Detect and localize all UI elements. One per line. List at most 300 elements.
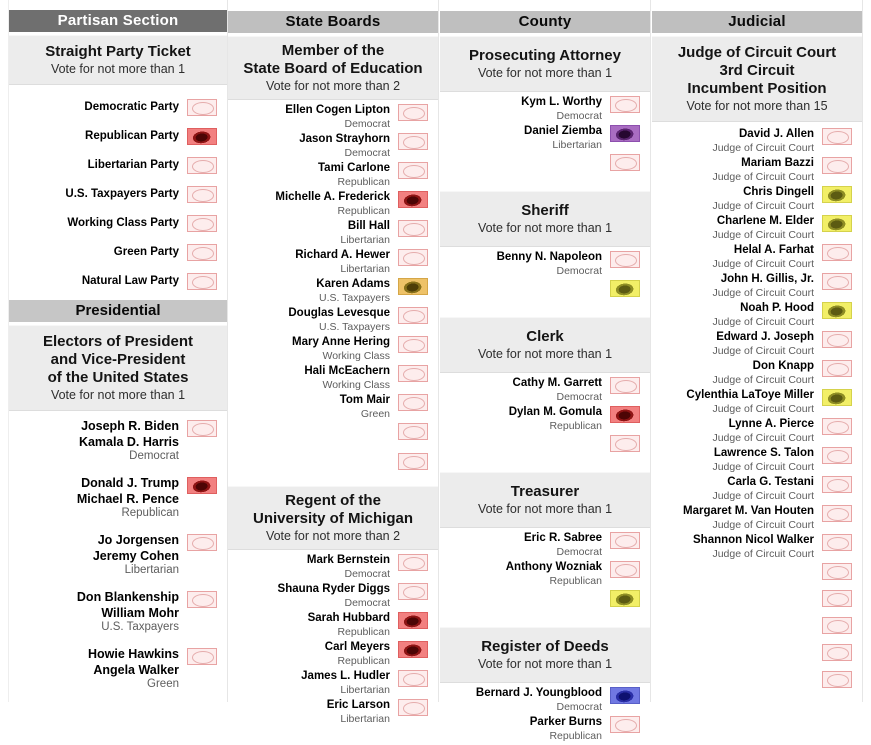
ballot-oval-marked[interactable] bbox=[610, 406, 640, 423]
write-in-row bbox=[228, 423, 438, 453]
vote-mark-blob bbox=[613, 406, 638, 424]
candidate-name: Helal A. Farhat bbox=[733, 244, 814, 256]
ballot-oval[interactable] bbox=[398, 336, 428, 353]
ballot-oval[interactable] bbox=[822, 644, 852, 661]
candidate-row bbox=[228, 365, 438, 394]
ballot-oval[interactable] bbox=[822, 590, 852, 607]
contest-title: of the United States bbox=[47, 369, 189, 386]
oval-outline bbox=[403, 136, 425, 149]
ballot-oval[interactable] bbox=[398, 307, 428, 324]
candidate-names bbox=[712, 447, 814, 473]
oval-outline bbox=[827, 647, 849, 660]
candidate-names bbox=[304, 365, 390, 391]
column-judicial bbox=[652, 0, 863, 702]
candidate-party: Working Class bbox=[322, 349, 390, 362]
candidate-row bbox=[652, 157, 862, 186]
candidate-party: Democrat bbox=[556, 700, 602, 713]
contest-instruction: Vote for not more than 1 bbox=[477, 66, 613, 80]
candidate-name: Shauna Ryder Diggs bbox=[277, 583, 390, 595]
candidate-row bbox=[652, 331, 862, 360]
candidate-names bbox=[318, 162, 390, 188]
candidate-row bbox=[652, 476, 862, 505]
candidate-row bbox=[228, 133, 438, 162]
ballot-oval-marked[interactable] bbox=[822, 186, 852, 203]
ballot-oval[interactable] bbox=[822, 360, 852, 377]
candidate-party: Judge of Circuit Court bbox=[712, 460, 814, 473]
candidate-list bbox=[440, 247, 650, 314]
candidate-name: Edward J. Joseph bbox=[716, 331, 814, 343]
ballot-oval[interactable] bbox=[822, 476, 852, 493]
contest-title: 3rd Circuit bbox=[719, 62, 795, 79]
column-partisan-section bbox=[8, 0, 228, 702]
oval-outline bbox=[615, 564, 637, 577]
candidate-row bbox=[652, 447, 862, 476]
candidate-row bbox=[9, 590, 227, 634]
vote-mark-blob bbox=[613, 590, 638, 608]
candidate-name: Bill Hall bbox=[347, 220, 390, 232]
candidate-row bbox=[9, 647, 227, 691]
ballot-oval-marked[interactable] bbox=[610, 280, 640, 297]
ballot-oval-marked[interactable] bbox=[610, 125, 640, 142]
candidate-name: Shannon Nicol Walker bbox=[693, 534, 814, 546]
oval-outline bbox=[403, 252, 425, 265]
contest-title: Prosecuting Attorney bbox=[469, 47, 621, 64]
oval-outline bbox=[192, 651, 214, 664]
contest-instruction: Vote for not more than 1 bbox=[50, 388, 186, 402]
candidate-row bbox=[228, 307, 438, 336]
candidate-party: Judge of Circuit Court bbox=[712, 489, 814, 502]
column-state-boards bbox=[228, 0, 439, 725]
ballot-oval[interactable] bbox=[398, 583, 428, 600]
candidate-party: Green bbox=[147, 678, 179, 690]
ballot-oval[interactable] bbox=[610, 96, 640, 113]
candidate-name: Charlene M. Elder bbox=[716, 215, 814, 227]
ballot-oval[interactable] bbox=[610, 251, 640, 268]
write-in-row bbox=[652, 671, 862, 698]
oval-outline bbox=[827, 593, 849, 606]
oval-outline bbox=[403, 557, 425, 570]
candidate-row bbox=[228, 191, 438, 220]
ballot-oval-marked[interactable] bbox=[822, 215, 852, 232]
oval-outline bbox=[615, 380, 637, 393]
ballot-oval[interactable] bbox=[187, 186, 217, 203]
candidate-party: Democrat bbox=[344, 567, 390, 580]
candidate-name: U.S. Taxpayers Party bbox=[65, 187, 179, 200]
contest-title: Regent of the bbox=[285, 492, 381, 509]
candidate-names bbox=[84, 101, 179, 115]
candidate-row bbox=[652, 505, 862, 534]
candidate-name: Working Class Party bbox=[67, 216, 179, 229]
oval-outline bbox=[192, 423, 214, 436]
write-in-row bbox=[440, 435, 650, 469]
candidate-names bbox=[497, 251, 602, 277]
candidate-row bbox=[228, 278, 438, 307]
ballot-oval[interactable] bbox=[398, 162, 428, 179]
candidate-row bbox=[228, 336, 438, 365]
candidate-names bbox=[114, 246, 179, 260]
oval-outline bbox=[403, 339, 425, 352]
ballot-oval[interactable] bbox=[822, 534, 852, 551]
ballot-oval[interactable] bbox=[187, 648, 217, 665]
candidate-party: Judge of Circuit Court bbox=[712, 402, 814, 415]
oval-outline bbox=[827, 508, 849, 521]
candidate-row bbox=[228, 249, 438, 278]
candidate-names bbox=[693, 534, 814, 560]
candidate-list bbox=[440, 92, 650, 188]
candidate-name: Mark Bernstein bbox=[306, 554, 390, 566]
oval-outline bbox=[615, 719, 637, 732]
candidate-names bbox=[292, 336, 390, 362]
candidate-name: Cylenthia LaToye Miller bbox=[686, 389, 814, 401]
candidate-party: Judge of Circuit Court bbox=[712, 547, 814, 560]
candidate-name: Sarah Hubbard bbox=[307, 612, 390, 624]
ballot-oval[interactable] bbox=[822, 273, 852, 290]
candidate-party: Judge of Circuit Court bbox=[712, 170, 814, 183]
ballot-oval[interactable] bbox=[398, 104, 428, 121]
candidate-row bbox=[9, 267, 227, 296]
ballot-oval-marked[interactable] bbox=[822, 389, 852, 406]
ballot-oval[interactable] bbox=[822, 331, 852, 348]
oval-outline bbox=[403, 397, 425, 410]
candidate-names bbox=[521, 96, 602, 122]
ballot-oval[interactable] bbox=[398, 133, 428, 150]
candidate-names bbox=[316, 278, 390, 304]
contest-instruction: Vote for not more than 1 bbox=[477, 347, 613, 361]
candidate-party: Judge of Circuit Court bbox=[712, 286, 814, 299]
candidate-name: Tami Carlone bbox=[318, 162, 390, 174]
candidate-name: Howie Hawkins bbox=[88, 647, 179, 661]
candidate-name: Anthony Wozniak bbox=[505, 561, 602, 573]
candidate-party: Democrat bbox=[129, 450, 179, 462]
section-header-presidential: Presidential bbox=[9, 300, 227, 322]
candidate-row bbox=[652, 302, 862, 331]
candidate-party: Democrat bbox=[344, 117, 390, 130]
candidate-party: Libertarian bbox=[340, 683, 390, 696]
candidate-row bbox=[652, 418, 862, 447]
candidate-row bbox=[440, 377, 650, 406]
candidate-names bbox=[340, 394, 390, 420]
candidate-party: Democrat bbox=[344, 146, 390, 159]
candidate-list bbox=[440, 373, 650, 469]
candidate-name: Donald J. Trump bbox=[81, 476, 179, 490]
candidate-list bbox=[440, 683, 650, 745]
candidate-names bbox=[712, 331, 814, 357]
ballot-oval-marked[interactable] bbox=[610, 687, 640, 704]
oval-outline bbox=[403, 586, 425, 599]
contest-title: Clerk bbox=[526, 328, 564, 345]
contest-title: and Vice-President bbox=[50, 351, 186, 368]
candidate-name: Jeremy Cohen bbox=[92, 548, 179, 563]
candidate-party: Democrat bbox=[556, 109, 602, 122]
oval-outline bbox=[192, 160, 214, 173]
ballot-oval-marked[interactable] bbox=[187, 128, 217, 145]
oval-outline bbox=[827, 160, 849, 173]
oval-outline bbox=[615, 99, 637, 112]
candidate-row bbox=[440, 125, 650, 154]
candidate-names bbox=[712, 360, 814, 386]
contest-instruction: Vote for not more than 15 bbox=[686, 99, 828, 113]
candidate-name: Tom Mair bbox=[339, 394, 390, 406]
oval-outline bbox=[192, 247, 214, 260]
candidate-list bbox=[228, 100, 438, 483]
candidate-name: Democratic Party bbox=[84, 100, 179, 113]
candidate-names bbox=[299, 133, 390, 159]
ballot-oval[interactable] bbox=[610, 435, 640, 452]
candidate-row bbox=[9, 209, 227, 238]
candidate-row bbox=[228, 699, 438, 728]
section-header-county: County bbox=[440, 11, 650, 33]
oval-outline bbox=[403, 107, 425, 120]
ballot-oval[interactable] bbox=[187, 244, 217, 261]
candidate-names bbox=[77, 476, 179, 520]
candidate-name: William Mohr bbox=[101, 605, 179, 620]
ballot-oval[interactable] bbox=[610, 532, 640, 549]
candidate-names bbox=[79, 419, 179, 463]
candidate-party: Judge of Circuit Court bbox=[712, 141, 814, 154]
candidate-name: Libertarian Party bbox=[87, 158, 179, 171]
candidate-party: U.S. Taxpayers bbox=[318, 291, 390, 304]
candidate-list bbox=[228, 550, 438, 728]
ballot-oval[interactable] bbox=[398, 394, 428, 411]
candidate-names bbox=[307, 554, 390, 580]
ballot-oval-marked[interactable] bbox=[398, 191, 428, 208]
candidate-row bbox=[228, 641, 438, 670]
contest-title: Sheriff bbox=[521, 202, 569, 219]
vote-mark-blob bbox=[825, 389, 850, 407]
candidate-row bbox=[652, 128, 862, 157]
candidate-name: Don Blankenship bbox=[76, 590, 179, 604]
candidate-name: Angela Walker bbox=[93, 662, 179, 677]
candidate-row bbox=[228, 670, 438, 699]
oval-outline bbox=[192, 218, 214, 231]
candidate-row bbox=[652, 389, 862, 418]
contest-header-register-of-deeds bbox=[440, 627, 650, 683]
candidate-names bbox=[524, 125, 602, 151]
oval-outline bbox=[827, 276, 849, 289]
oval-outline bbox=[827, 247, 849, 260]
candidate-name: Margaret M. Van Houten bbox=[683, 505, 814, 517]
candidate-party: Republican bbox=[121, 507, 179, 519]
ballot-oval[interactable] bbox=[187, 157, 217, 174]
contest-header-prosecuting-attorney bbox=[440, 36, 650, 92]
ballot-oval[interactable] bbox=[398, 554, 428, 571]
column-county bbox=[440, 0, 651, 742]
candidate-name: Daniel Ziemba bbox=[524, 125, 602, 137]
oval-outline bbox=[827, 620, 849, 633]
ballot-oval[interactable] bbox=[398, 670, 428, 687]
candidate-name: Kym L. Worthy bbox=[521, 96, 602, 108]
vote-mark-blob bbox=[401, 191, 426, 209]
ballot-oval[interactable] bbox=[822, 447, 852, 464]
ballot-oval[interactable] bbox=[187, 534, 217, 551]
candidate-row bbox=[440, 716, 650, 745]
ballot-oval[interactable] bbox=[822, 244, 852, 261]
ballot-oval[interactable] bbox=[398, 220, 428, 237]
candidate-party: Judge of Circuit Court bbox=[712, 373, 814, 386]
candidate-names bbox=[712, 476, 814, 502]
candidate-names bbox=[82, 275, 179, 289]
ballot-oval-marked[interactable] bbox=[822, 302, 852, 319]
candidate-party: Judge of Circuit Court bbox=[712, 344, 814, 357]
candidate-party: Democrat bbox=[556, 390, 602, 403]
oval-outline bbox=[827, 674, 849, 687]
candidate-name: Jason Strayhorn bbox=[299, 133, 390, 145]
oval-outline bbox=[403, 165, 425, 178]
oval-outline bbox=[403, 223, 425, 236]
candidate-name: Ellen Cogen Lipton bbox=[285, 104, 390, 116]
oval-outline bbox=[827, 450, 849, 463]
ballot-oval-marked[interactable] bbox=[398, 641, 428, 658]
write-in-row bbox=[652, 617, 862, 644]
ballot-oval[interactable] bbox=[398, 453, 428, 470]
candidate-row bbox=[9, 238, 227, 267]
vote-mark-blob bbox=[401, 641, 426, 659]
ballot-oval[interactable] bbox=[822, 128, 852, 145]
candidate-row bbox=[9, 122, 227, 151]
ballot-oval[interactable] bbox=[398, 423, 428, 440]
contest-header-clerk bbox=[440, 317, 650, 373]
ballot-oval[interactable] bbox=[822, 157, 852, 174]
ballot-oval-marked[interactable] bbox=[610, 590, 640, 607]
ballot-oval[interactable] bbox=[822, 671, 852, 688]
candidate-names bbox=[285, 104, 390, 130]
candidate-names bbox=[513, 377, 602, 403]
candidate-party: Democrat bbox=[344, 596, 390, 609]
candidate-name: Lynne A. Pierce bbox=[728, 418, 814, 430]
write-in-row bbox=[652, 563, 862, 590]
ballot-oval[interactable] bbox=[822, 418, 852, 435]
candidate-name: Parker Burns bbox=[529, 716, 602, 728]
candidate-name: Hali McEachern bbox=[304, 365, 390, 377]
contest-instruction: Vote for not more than 1 bbox=[50, 62, 186, 76]
oval-outline bbox=[192, 594, 214, 607]
candidate-name: Noah P. Hood bbox=[740, 302, 814, 314]
ballot-oval[interactable] bbox=[187, 420, 217, 437]
oval-outline bbox=[403, 368, 425, 381]
ballot-oval[interactable] bbox=[610, 377, 640, 394]
contest-header-member-of-the bbox=[228, 36, 438, 100]
candidate-names bbox=[712, 418, 814, 444]
candidate-party: Judge of Circuit Court bbox=[712, 315, 814, 328]
candidate-names bbox=[65, 188, 179, 202]
ballot-oval[interactable] bbox=[822, 563, 852, 580]
candidate-names bbox=[509, 406, 602, 432]
vote-mark-blob bbox=[613, 687, 638, 705]
candidate-names bbox=[683, 505, 814, 531]
ballot-oval[interactable] bbox=[187, 273, 217, 290]
oval-outline bbox=[827, 334, 849, 347]
ballot-oval[interactable] bbox=[822, 505, 852, 522]
candidate-names bbox=[524, 532, 602, 558]
candidate-names bbox=[275, 191, 390, 217]
candidate-party: Republican bbox=[337, 175, 390, 188]
oval-outline bbox=[403, 702, 425, 715]
candidate-row bbox=[652, 534, 862, 563]
candidate-name: Michelle A. Frederick bbox=[275, 191, 390, 203]
ballot-oval[interactable] bbox=[398, 249, 428, 266]
ballot-oval-marked[interactable] bbox=[398, 612, 428, 629]
candidate-names bbox=[712, 244, 814, 270]
candidate-names bbox=[67, 217, 179, 231]
candidate-names bbox=[288, 307, 390, 333]
candidate-names bbox=[506, 561, 602, 587]
candidate-name: Bernard J. Youngblood bbox=[475, 687, 602, 699]
candidate-row bbox=[228, 162, 438, 191]
ballot-oval[interactable] bbox=[822, 617, 852, 634]
contest-instruction: Vote for not more than 1 bbox=[477, 657, 613, 671]
write-in-row bbox=[228, 453, 438, 483]
candidate-name: Chris Dingell bbox=[743, 186, 814, 198]
oval-outline bbox=[192, 189, 214, 202]
ballot-oval[interactable] bbox=[187, 99, 217, 116]
candidate-row bbox=[228, 554, 438, 583]
vote-mark-blob bbox=[613, 125, 638, 143]
ballot-oval[interactable] bbox=[398, 365, 428, 382]
ballot-oval[interactable] bbox=[610, 716, 640, 733]
ballot-oval[interactable] bbox=[610, 154, 640, 171]
ballot-oval-marked[interactable] bbox=[398, 278, 428, 295]
candidate-row bbox=[9, 151, 227, 180]
candidate-names bbox=[88, 159, 179, 173]
oval-outline bbox=[827, 421, 849, 434]
candidate-row bbox=[9, 180, 227, 209]
contest-title: Member of the bbox=[281, 42, 385, 59]
candidate-name: Carla G. Testani bbox=[727, 476, 814, 488]
candidate-party: Judge of Circuit Court bbox=[712, 431, 814, 444]
oval-outline bbox=[192, 102, 214, 115]
candidate-row bbox=[440, 96, 650, 125]
ballot-oval[interactable] bbox=[610, 561, 640, 578]
candidate-row bbox=[440, 561, 650, 590]
contest-title: Straight Party Ticket bbox=[45, 43, 191, 60]
vote-mark-blob bbox=[401, 278, 426, 296]
candidate-names bbox=[308, 612, 390, 638]
candidate-row bbox=[440, 532, 650, 561]
candidate-row bbox=[440, 406, 650, 435]
candidate-names bbox=[327, 699, 390, 725]
oval-outline bbox=[827, 566, 849, 579]
contest-header-regent-of-the bbox=[228, 486, 438, 550]
candidate-name: Carl Meyers bbox=[324, 641, 390, 653]
candidate-row bbox=[652, 244, 862, 273]
oval-outline bbox=[403, 426, 425, 439]
oval-outline bbox=[615, 438, 637, 451]
candidate-name: Mary Anne Hering bbox=[292, 336, 390, 348]
candidate-party: Republican bbox=[337, 654, 390, 667]
candidate-row bbox=[228, 104, 438, 133]
vote-mark-blob bbox=[825, 302, 850, 320]
ballot-oval[interactable] bbox=[187, 591, 217, 608]
ballot-oval[interactable] bbox=[187, 215, 217, 232]
candidate-name: David J. Allen bbox=[739, 128, 814, 140]
candidate-names bbox=[85, 130, 179, 144]
candidate-row bbox=[9, 93, 227, 122]
candidate-name: Don Knapp bbox=[752, 360, 814, 372]
candidate-row bbox=[9, 533, 227, 577]
vote-mark-blob bbox=[401, 612, 426, 630]
candidate-party: Libertarian bbox=[340, 712, 390, 725]
oval-outline bbox=[615, 254, 637, 267]
candidate-party: U.S. Taxpayers bbox=[101, 621, 179, 633]
ballot-oval-marked[interactable] bbox=[187, 477, 217, 494]
candidate-names bbox=[712, 273, 814, 299]
vote-mark-blob bbox=[190, 477, 215, 495]
candidate-names bbox=[530, 716, 602, 742]
candidate-party: Judge of Circuit Court bbox=[712, 518, 814, 531]
vote-mark-blob bbox=[825, 215, 850, 233]
candidate-names bbox=[325, 641, 390, 667]
candidate-name: Lawrence S. Talon bbox=[713, 447, 814, 459]
